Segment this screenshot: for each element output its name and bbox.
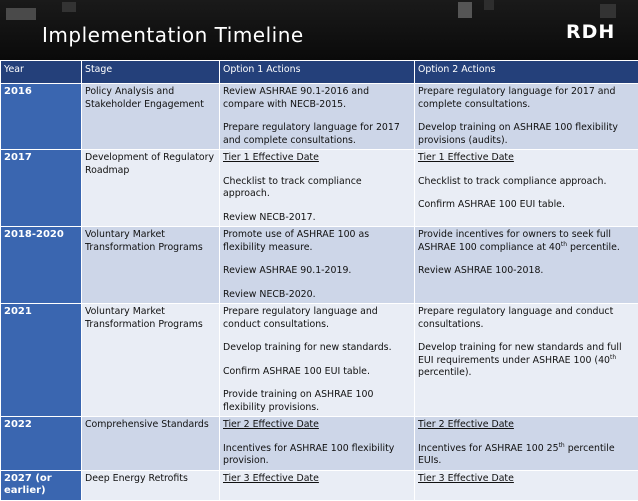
stage-cell: Policy Analysis and Stakeholder Engagement — [82, 84, 220, 150]
table-row — [1, 304, 638, 417]
page-title: Implementation Timeline — [42, 23, 304, 47]
action-text: Review ASHRAE 90.1-2019. — [223, 265, 411, 278]
action-text: Prepare regulatory language and conduct consultations. — [223, 306, 411, 331]
action-text-part: Develop training for new standards and full EUI requirements under ASHRAE 100 (40 — [418, 342, 622, 366]
option1-cell — [220, 227, 415, 304]
action-text: Prepare regulatory language for 2017 and complete consultations. — [223, 122, 411, 147]
decor-square — [62, 2, 76, 12]
stage-cell: Comprehensive Standards — [82, 417, 220, 471]
column-header-option2: Option 2 Actions — [415, 61, 638, 84]
effective-date-label: Tier 3 Effective Date — [223, 473, 411, 486]
option2-cell — [415, 304, 638, 417]
action-text: Develop training on ASHRAE 100 flexibility provisions (audits). — [418, 122, 635, 147]
decor-square — [484, 0, 494, 10]
table-row — [1, 227, 638, 304]
table-row — [1, 150, 638, 227]
action-text: Prepare regulatory language for 2017 and complete consultations. — [418, 86, 635, 111]
action-text-part: percentile). — [418, 367, 472, 378]
action-text-part: Incentives for ASHRAE 100 25 — [418, 443, 559, 454]
column-header-year: Year — [1, 61, 82, 84]
action-text — [418, 443, 635, 468]
action-text: Review NECB-2020. — [223, 289, 411, 302]
effective-date-label: Tier 3 Effective Date — [418, 473, 635, 486]
year-cell: 2027 (or earlier) — [1, 470, 82, 500]
stage-cell: Deep Energy Retrofits — [82, 470, 220, 500]
effective-date-label: Tier 1 Effective Date — [418, 152, 635, 165]
action-text-part: percentile. — [567, 242, 620, 253]
effective-date-label: Tier 2 Effective Date — [418, 419, 635, 432]
action-text: Checklist to track compliance approach. — [223, 176, 411, 201]
ordinal-suffix: th — [559, 441, 565, 448]
column-header-stage: Stage — [82, 61, 220, 84]
option1-cell — [220, 84, 415, 150]
action-text-part: percentile EUIs. — [418, 443, 615, 467]
option2-cell — [415, 227, 638, 304]
stage-cell: Development of Regulatory Roadmap — [82, 150, 220, 227]
option2-cell — [415, 84, 638, 150]
action-text — [418, 229, 635, 254]
stage-cell: Voluntary Market Transformation Programs — [82, 304, 220, 417]
decor-square — [600, 4, 616, 18]
year-cell: 2022 — [1, 417, 82, 471]
option2-cell — [415, 150, 638, 227]
rdh-logo: RDH — [566, 21, 615, 43]
year-cell: 2016 — [1, 84, 82, 150]
table-row — [1, 84, 638, 150]
action-text: Provide training on ASHRAE 100 flexibility provisions. — [223, 389, 411, 414]
table-header-row — [1, 61, 638, 84]
effective-date-label: Tier 2 Effective Date — [223, 419, 411, 432]
slide-header — [0, 0, 638, 60]
option1-cell — [220, 150, 415, 227]
stage-cell: Voluntary Market Transformation Programs — [82, 227, 220, 304]
year-cell: 2018-2020 — [1, 227, 82, 304]
ordinal-suffix: th — [561, 240, 567, 247]
action-text: Review ASHRAE 90.1-2016 and compare with NECB-2015. — [223, 86, 411, 111]
action-text — [418, 342, 635, 380]
action-text: Confirm ASHRAE 100 EUI table. — [223, 366, 411, 379]
action-text-part: Provide incentives for owners to seek full ASHRAE 100 compliance at 40 — [418, 229, 611, 253]
option2-cell — [415, 470, 638, 500]
decor-square — [6, 8, 36, 20]
effective-date-label: Tier 1 Effective Date — [223, 152, 411, 165]
decor-square — [458, 2, 472, 18]
option1-cell — [220, 304, 415, 417]
ordinal-suffix: th — [610, 353, 616, 360]
option1-cell — [220, 417, 415, 471]
action-text: Incentives for ASHRAE 100 flexibility provision. — [223, 443, 411, 468]
column-header-option1: Option 1 Actions — [220, 61, 415, 84]
action-text: Checklist to track compliance approach. — [418, 176, 635, 189]
year-cell: 2021 — [1, 304, 82, 417]
table-row — [1, 417, 638, 471]
option1-cell — [220, 470, 415, 500]
action-text: Review ASHRAE 100-2018. — [418, 265, 635, 278]
action-text: Confirm ASHRAE 100 EUI table. — [418, 199, 635, 212]
action-text: Review NECB-2017. — [223, 212, 411, 225]
action-text: Prepare regulatory language and conduct consultations. — [418, 306, 635, 331]
timeline-table — [0, 60, 638, 501]
year-cell: 2017 — [1, 150, 82, 227]
action-text: Develop training for new standards. — [223, 342, 411, 355]
action-text: Promote use of ASHRAE 100 as flexibility measure. — [223, 229, 411, 254]
option2-cell — [415, 417, 638, 471]
table-row — [1, 470, 638, 500]
